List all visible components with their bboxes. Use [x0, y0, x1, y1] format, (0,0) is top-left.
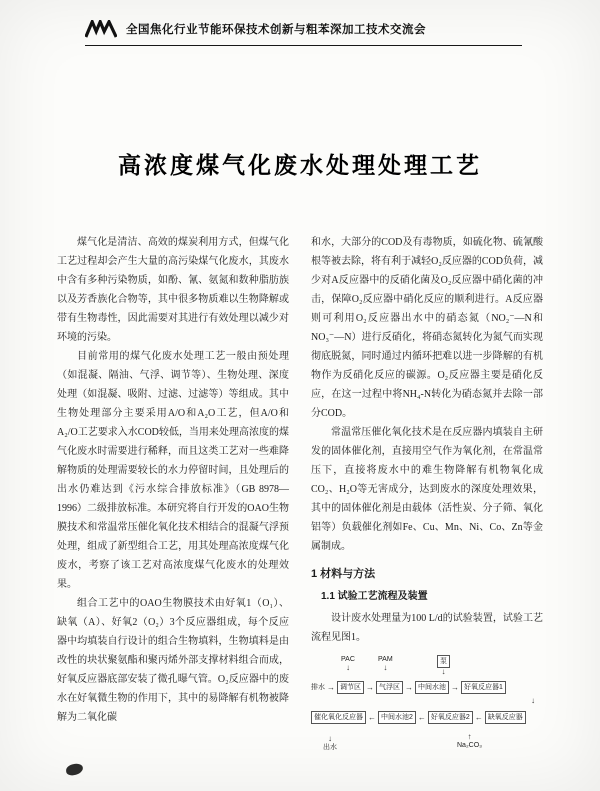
flow-arrow-left-icon: ← [368, 712, 376, 722]
flow-arrow-right-icon: → [327, 682, 335, 692]
dosing-label-pam: PAM [378, 656, 393, 663]
dosing-point-pac [341, 655, 355, 672]
flow-arrow-down-icon: ↓ [345, 663, 350, 672]
pump-box: 泵 [437, 655, 450, 668]
body-paragraph: 设计废水处理量为100 L/d的试验装置，试验工艺流程见图1。 [311, 613, 543, 643]
flow-arrow-up-icon: ↑ [467, 732, 472, 741]
paper-body [57, 233, 543, 778]
flow-arrow-right-icon: → [366, 682, 374, 692]
flow-box-aerobic-reactor-1: 好氧反应器1 [461, 681, 506, 694]
figure-1-flow-diagram [311, 655, 543, 761]
flow-arrow-down-icon: ↓ [328, 734, 332, 743]
flow-arrow-right-icon: → [451, 682, 459, 692]
body-paragraph: 目前常用的煤气化废水处理工艺一般由预处理（如混凝、隔油、气浮、调节等）、生物处理、深度处理（如混凝、吸附、过滤、过滤等）等组成。其中生物处理部分主要采用A/O和A₂O工艺，但A/O和A₂/O工艺要求入水COD较低，当用来处理高浓度的煤气化废水时需要进行稀释，而且这类工艺对一些难降解物质的处理需要较长的水力停留时间，且处理后的出水仍难达到《污水综合排放标准》（GB 8978—1996）二级排放标准。本研究将自行开发的OAO生物膜技术和常温常压催化氧化技术相结合的混凝气浮预处理，组成了新型组合工艺，用其处理高浓度煤气化废水，考察了该工艺对高浓度煤气化废水的处理效果。 [57, 351, 289, 590]
outlet-label: 出水 [323, 744, 337, 751]
body-paragraph: 组合工艺中的OAO生物膜技术由好氧1（O₁）、缺氧（A）、好氧2（O₂）3个反应器组成，每个反应器中均填装自行设计的组合生物填料，生物填料是由改性的块状聚氨酯和聚丙烯外部支撑材料组合而成，好氧反应器底部安装了微孔曝气管。O₂反应器中的废水在好氧微生物的作用下，其中的易降解有机物被降解为二氧化碳 [57, 598, 289, 723]
flow-box-aerobic-reactor-2: 好氧反应器2 [428, 711, 473, 724]
flow-box-flotation-tank: 气浮区 [376, 681, 403, 694]
dosing-point-pam [378, 655, 393, 672]
flow-box-intermediate-tank-1: 中间水池 [415, 681, 449, 694]
flow-row-bottom [311, 711, 526, 724]
flow-row-top [311, 681, 506, 694]
flow-arrow-down-icon: ↓ [531, 696, 535, 705]
outlet-point [323, 735, 337, 752]
paper-title: 高浓度煤气化废水处理处理工艺 [118, 152, 482, 178]
pump-unit [437, 655, 450, 676]
dosing-label-pac: PAC [341, 656, 355, 663]
page-header [85, 20, 522, 46]
subsection-heading-process-flow: 1.1 试验工艺流程及装置 [321, 591, 428, 602]
chemical-label-na2co3: Na₂CO₃ [457, 742, 483, 749]
conference-logo-icon [85, 20, 117, 38]
flow-arrow-left-icon: ← [417, 712, 426, 722]
right-column [311, 233, 543, 778]
flow-box-catalytic-oxidation-reactor: 催化氧化反应器 [311, 711, 366, 724]
section-heading-materials-methods: 1 材料与方法 [311, 568, 376, 580]
body-paragraph: 煤气化是清洁、高效的煤炭利用方式，但煤气化工艺过程却会产生大量的高污染煤气化废水，其废水中含有多种污染物质，如酚、氰、氨氮和数种脂肪族以及芳香族化合物等，其中很多物质难以生物降解或带有生物毒性，因此需要对其进行有效处理以减少对环境的污染。 [57, 237, 289, 343]
flow-arrow-left-icon: ← [474, 712, 483, 722]
left-column [57, 233, 289, 778]
body-paragraph: 和水，大部分的COD及有毒物质，如硫化物、硫氰酸根等被去除，将有利于减轻O₂反应器的COD负荷，减少对A反应器中的反硝化菌及O₂反应器中硝化菌的冲击，保障O₂反应器中硝化反应的顺利进行。A反应器则可利用O₂反应器出水中的硝态氮（NO₂⁻—N和NO₃⁻—N）进行反硝化，将硝态氮转化为氮气而实现彻底脱氮，同时通过内循环把难以进一步降解的有机物作为反硝化反应的碳源。O₂反应器主要是硝化反应，在这一过程中将NH₄-N转化为硝态氮并去除一部分COD。 [311, 237, 543, 419]
flow-box-intermediate-tank-2: 中间水池2 [378, 711, 416, 724]
flow-box-regulating-tank: 调节区 [337, 681, 364, 694]
body-paragraph: 常温常压催化氧化技术是在反应器内填装自主研发的固体催化剂，直接用空气作为氧化剂，在常温常压下，直接将废水中的难生物降解有机物氧化成CO₂、H₂O等无害成分，达到废水的深度处理效果，其中的固体催化剂是由载体（活性炭、分子筛、氧化铝等）负载催化剂如Fe、Cu、Mn、Ni、Co、Zn等金属制成。 [311, 427, 543, 552]
inlet-label: 排水 [311, 684, 325, 691]
conference-title: 全国焦化行业节能环保技术创新与粗苯深加工技术交流会 [126, 24, 426, 36]
flow-box-anoxic-reactor: 缺氧反应器 [485, 711, 526, 724]
flow-arrow-right-icon: → [405, 682, 413, 692]
flow-arrow-down-icon: ↓ [441, 667, 446, 676]
flow-arrow-down-icon: ↓ [383, 663, 388, 672]
chemical-dosing-point [457, 733, 482, 750]
